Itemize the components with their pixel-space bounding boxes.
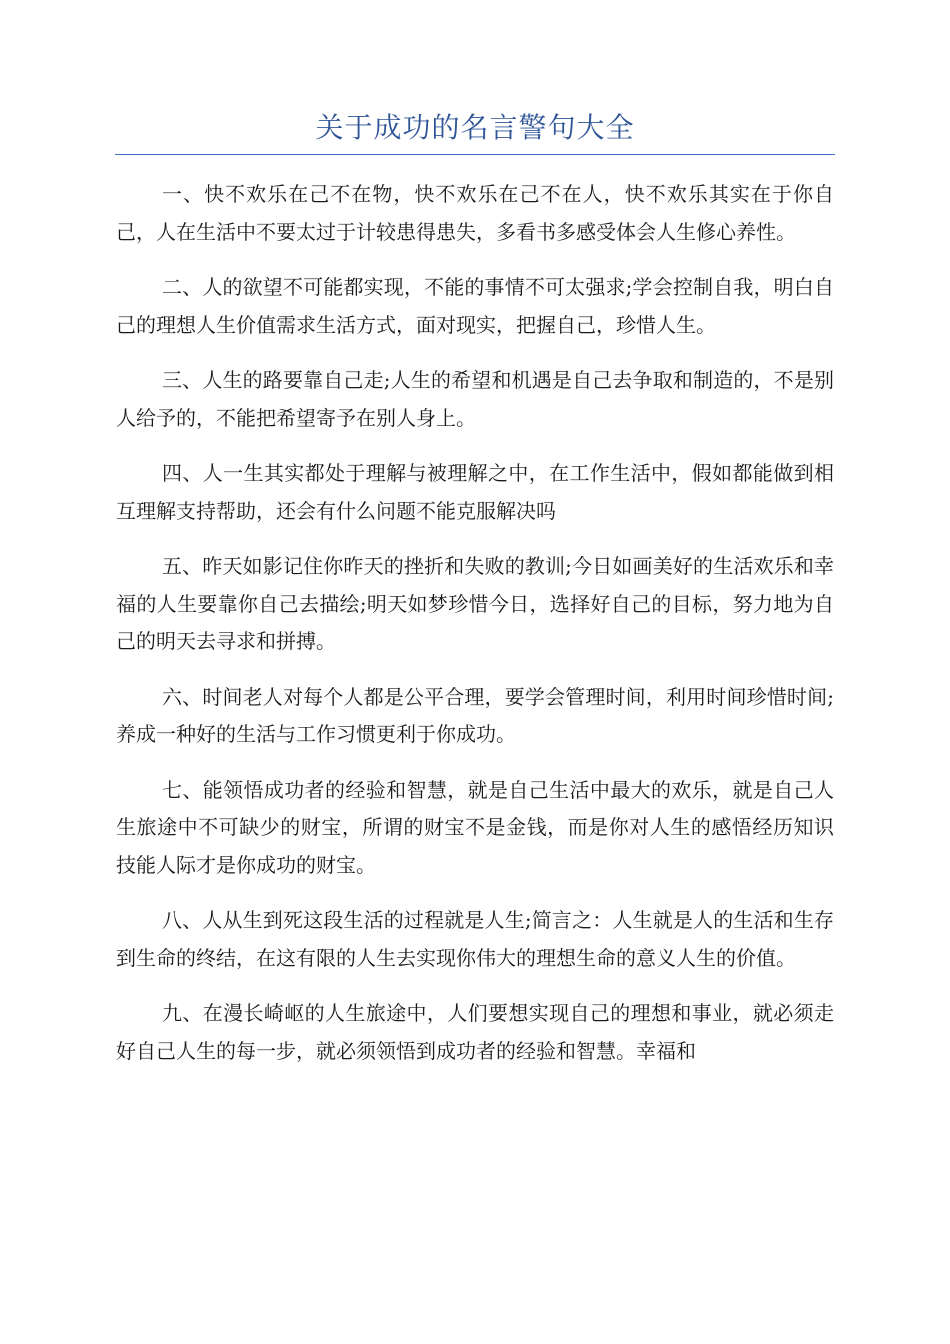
paragraph-6: 六、时间老人对每个人都是公平合理，要学会管理时间，利用时间珍惜时间;养成一种好的生活与工作习惯更利于你成功。 bbox=[116, 684, 834, 746]
title-underline bbox=[115, 154, 835, 155]
paragraph-7: 七、能领悟成功者的经验和智慧，就是自己生活中最大的欢乐，就是自己人生旅途中不可缺少的财宝，所谓的财宝不是金钱，而是你对人生的感悟经历知识技能人际才是你成功的财宝。 bbox=[116, 777, 834, 877]
paragraph-5: 五、昨天如影记住你昨天的挫折和失败的教训;今日如画美好的生活欢乐和幸福的人生要靠你自己去描绘;明天如梦珍惜今日，选择好自己的目标，努力地为自己的明天去寻求和拼搏。 bbox=[116, 554, 834, 653]
document-title: 关于成功的名言警句大全 bbox=[315, 111, 635, 144]
paragraph-1: 一、快不欢乐在己不在物，快不欢乐在己不在人，快不欢乐其实在于你自己，人在生活中不要太过于计较患得患失，多看书多感受体会人生修心养性。 bbox=[116, 182, 834, 244]
paragraph-9: 九、在漫长崎岖的人生旅途中，人们要想实现自己的理想和事业，就必须走好自己人生的每一步，就必须领悟到成功者的经验和智慧。幸福和 bbox=[116, 1001, 834, 1063]
paragraph-4: 四、人一生其实都处于理解与被理解之中，在工作生活中，假如都能做到相互理解支持帮助，还会有什么问题不能克服解决吗 bbox=[116, 461, 834, 523]
paragraph-3: 三、人生的路要靠自己走;人生的希望和机遇是自己去争取和制造的，不是别人给予的，不能把希望寄予在别人身上。 bbox=[116, 368, 834, 430]
paragraph-2: 二、人的欲望不可能都实现，不能的事情不可太强求;学会控制自我，明白自己的理想人生价值需求生活方式，面对现实，把握自己，珍惜人生。 bbox=[116, 275, 834, 337]
document-body bbox=[116, 176, 834, 1088]
paragraph-8: 八、人从生到死这段生活的过程就是人生;简言之：人生就是人的生活和生存到生命的终结，在这有限的人生去实现你伟大的理想生命的意义人生的价值。 bbox=[116, 908, 834, 970]
